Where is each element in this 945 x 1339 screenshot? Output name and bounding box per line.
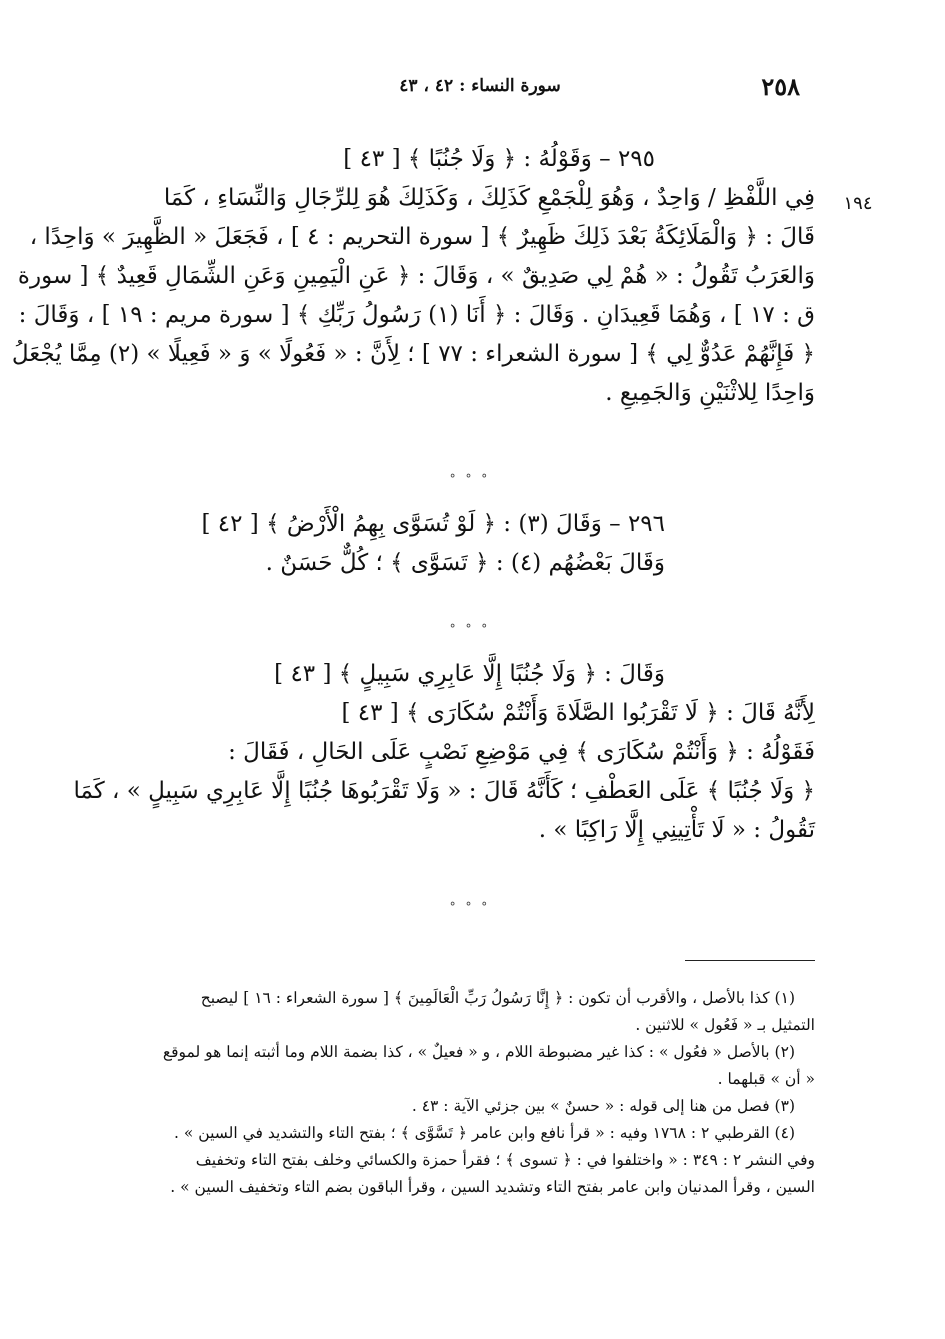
text-line: فِي اللَّفْظِ / وَاحِدٌ ، وَهُوَ لِلْجَمْعِ كَذَلِكَ ، وَكَذَلِكَ هُوَ لِلرِّجَالِ وَالنِّسَاءِ ، كَمَا — [163, 185, 815, 211]
footnotes — [115, 985, 815, 1201]
text-line: وَاحِدًا لِلاثْنَيْنِ وَالجَمِيعِ . — [605, 380, 815, 406]
text-line: وَقَالَ : ﴿ وَلَا جُنُبًا إِلَّا عَابِرِي سَبِيلٍ ﴾ [ ٤٣ ] — [274, 661, 665, 687]
footnote-rule — [685, 960, 815, 961]
section-296 — [115, 505, 815, 583]
text-line: ﴿ فَإِنَّهُمْ عَدُوٌّ لِي ﴾ [ سورة الشعراء : ٧٧ ] ؛ لِأَنَّ : « فَعُولًا » وَ « فَعِيلًا » (٢) مِمَّا يُجْعَلُ — [11, 341, 815, 367]
section-295 — [11, 140, 815, 413]
section-separator: ° ° ° — [449, 900, 491, 914]
section-separator: ° ° ° — [449, 622, 491, 636]
text-line: ق : ١٧ ] ، وَهُمَا قَعِيدَانِ . وَقَالَ : ﴿ أَنَا (١) رَسُولُ رَبِّكِ ﴾ [ سورة مريم : ١٩ ] ، وَقَالَ : — [18, 302, 815, 328]
text-line: قَالَ : ﴿ وَالْمَلَائِكَةُ بَعْدَ ذَلِكَ ظَهِيرٌ ﴾ [ سورة التحريم : ٤ ] ، فَجَعَلَ « الظَّهِيرَ » وَاحِدًا ، — [29, 224, 815, 250]
footnote-1-cont: التمثيل بـ « فَعُول » للاثنين . — [635, 1016, 815, 1034]
running-header: سورة النساء : ٤٢ ، ٤٣ — [399, 76, 561, 96]
text-line: وَقَالَ بَعْضُهُم (٤) : ﴿ تَسَوَّى ﴾ ؛ كُلٌّ حَسَنٌ . — [265, 550, 665, 576]
footnote-1: (١) كذا بالأصل ، والأقرب أن تكون : ﴿ إِنَّا رَسُولُ رَبِّ الْعَالَمِينَ ﴾ [ سورة الشعراء : ١٦ ] ليصبح — [200, 989, 795, 1007]
footnote-3: (٣) فصل من هنا إلى قوله : « حسنٌ » بين جزئي الآية : ٤٣ . — [411, 1097, 795, 1115]
section-296-heading: ٢٩٦ – وَقَالَ (٣) : ﴿ لَوْ تُسَوَّى بِهِمُ الْأَرْضُ ﴾ [ ٤٢ ] — [201, 511, 665, 537]
margin-page-reference: ١٩٤ — [843, 193, 873, 214]
footnote-4: (٤) القرطبي ٢ : ١٧٦٨ وفيه : « قرأ نافع وابن عامر ﴿ تَسَّوَّى ﴾ ؛ بفتح التاء والتشديد في السين » . — [174, 1124, 795, 1142]
footnote-4-cont: وفي النشر ٢ : ٣٤٩ : « واختلفوا في : ﴿ تسوى ﴾ ؛ فقرأ حمزة والكسائي وخلف بفتح التاء وتخفيف — [195, 1151, 815, 1169]
text-line: فَقَوْلُهُ : ﴿ وَأَنْتُمْ سُكَارَى ﴾ فِي مَوْضِعِ نَصْبٍ عَلَى الحَالِ ، فَقَالَ : — [228, 739, 815, 765]
section-295-heading: ٢٩٥ – وَقَوْلُهُ : ﴿ وَلَا جُنُبًا ﴾ [ ٤٣ ] — [343, 146, 655, 172]
footnote-2-cont: « أن » قبلهما . — [717, 1070, 815, 1088]
text-line: وَالعَرَبُ تَقُولُ : « هُمْ لِي صَدِيقٌ » ، وَقَالَ : ﴿ عَنِ الْيَمِينِ وَعَنِ الشِّمَالِ قَعِيدٌ ﴾ [ سورة — [17, 263, 815, 289]
section-separator: ° ° ° — [449, 472, 491, 486]
text-line: ﴿ وَلَا جُنُبًا ﴾ عَلَى العَطْفِ ؛ كَأَنَّهُ قَالَ : « وَلَا تَقْرَبُوهَا جُنُبًا إِلَّا عَابِرِي سَبِيلٍ » ، كَمَا — [73, 778, 815, 804]
text-line: تَقُولُ : « لَا تَأْتِينِي إِلَّا رَاكِبًا » . — [538, 817, 815, 843]
footnote-2: (٢) بالأصل « فعُول » : كذا غير مضبوطة اللام ، و « فعيلٌ » ، كذا بضمة اللام وما أثبته إنما هو لموقع — [162, 1043, 795, 1061]
section-297 — [73, 655, 815, 850]
page-number: ٢٥٨ — [761, 72, 800, 101]
footnote-4-cont: السين ، وقرأ المدنيان وابن عامر بفتح التاء وتشديد السين ، وقرأ الباقون بضم التاء وتخفيف السين » . — [170, 1178, 815, 1196]
text-line: لِأَنَّهُ قَالَ : ﴿ لَا تَقْرَبُوا الصَّلَاةَ وَأَنْتُمْ سُكَارَى ﴾ [ ٤٣ ] — [341, 700, 815, 726]
